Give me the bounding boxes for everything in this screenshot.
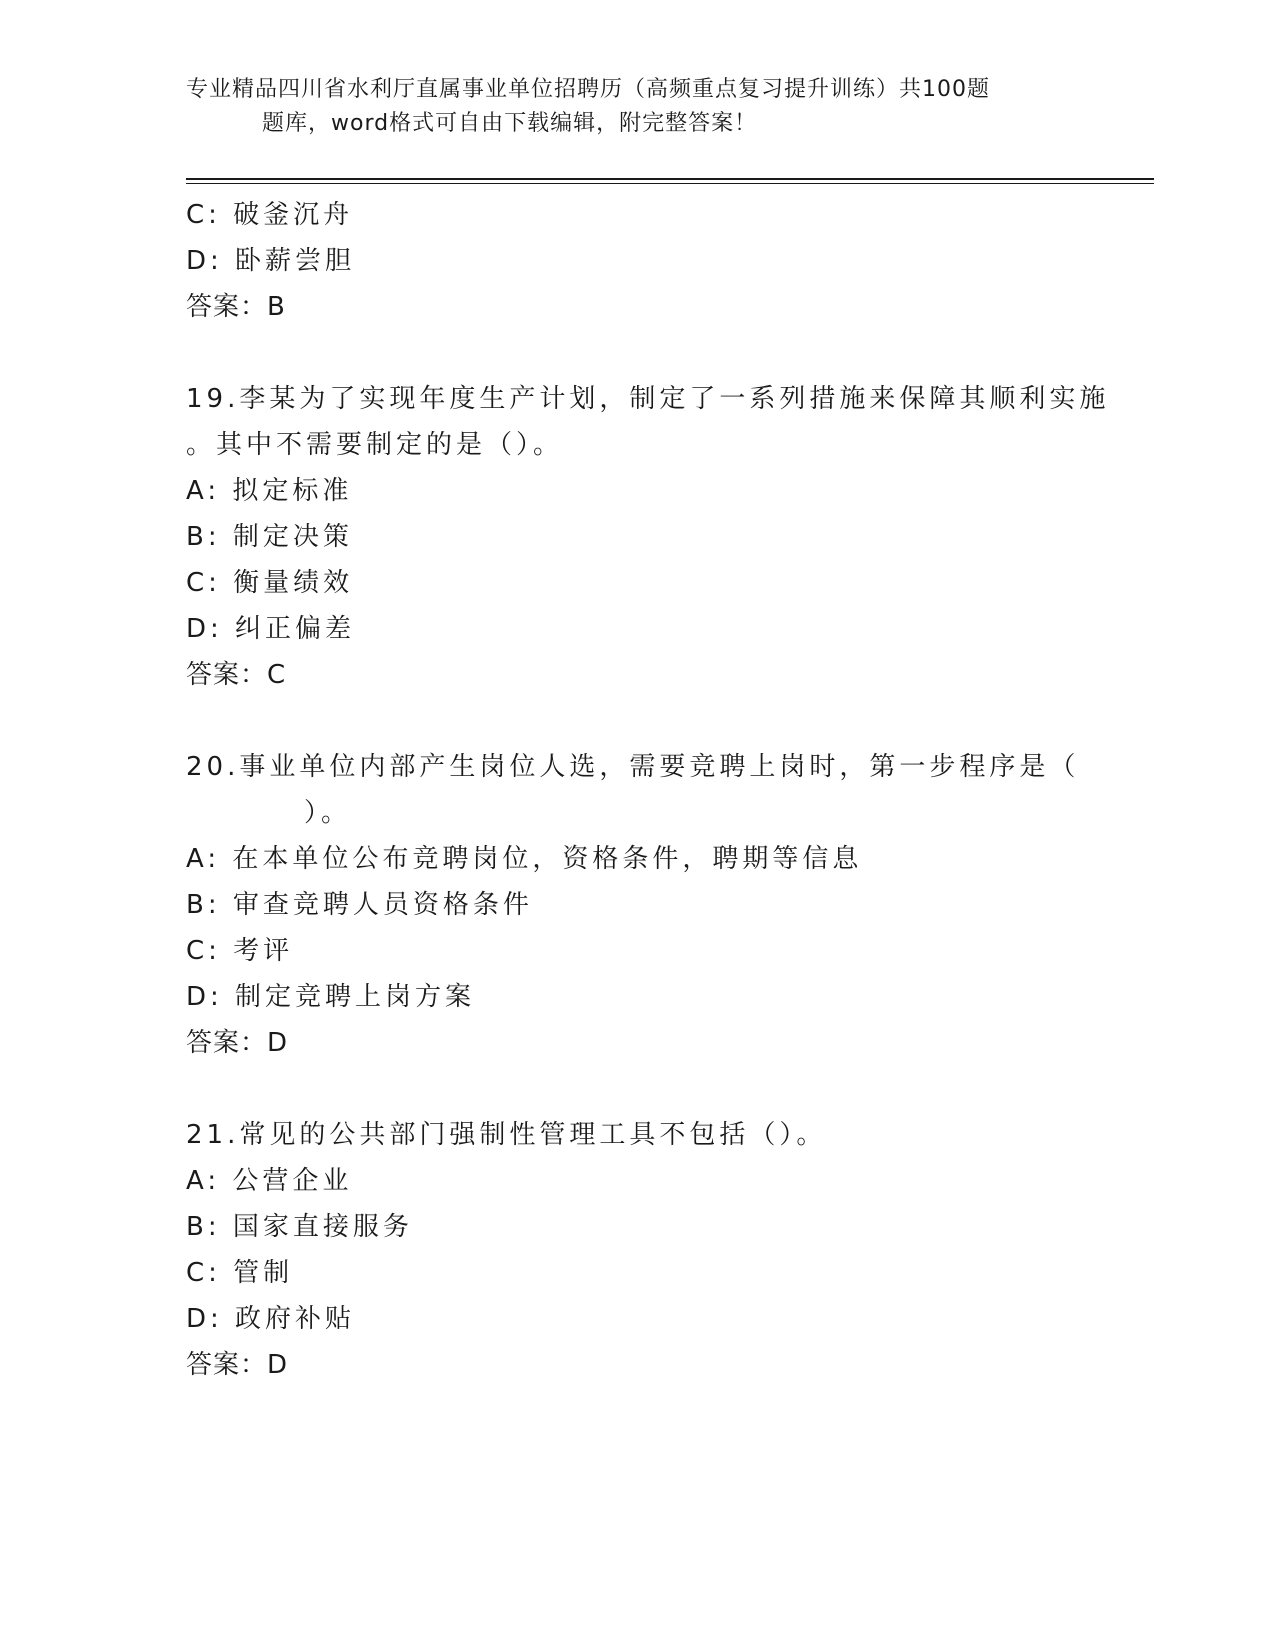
spacer — [186, 1066, 1136, 1112]
option-a: A: 拟定标准 — [186, 476, 353, 506]
page-header-line1: 专业精品四川省水利厅直属事业单位招聘历（高频重点复习提升训练）共100题 — [186, 77, 990, 102]
option-a: A: 公营企业 — [186, 1166, 353, 1196]
question-stem: 20.事业单位内部产生岗位人选，需要竞聘上岗时，第一步程序是（ — [186, 752, 1080, 782]
option-d: D: 政府补贴 — [186, 1304, 356, 1334]
question-list — [186, 192, 1136, 1388]
option-d: D: 纠正偏差 — [186, 614, 356, 644]
option-c: C: 衡量绩效 — [186, 568, 354, 598]
header-rule-thin — [186, 183, 1154, 184]
option-c: C: 破釜沉舟 — [186, 200, 354, 230]
spacer — [186, 330, 1136, 376]
question-18 — [186, 192, 1136, 330]
spacer — [186, 698, 1136, 744]
answer: 答案：D — [186, 1028, 289, 1058]
question-stem-continued: ）。 — [304, 798, 352, 828]
option-c: C: 考评 — [186, 936, 294, 966]
question-20 — [186, 744, 1136, 1066]
option-b: B: 制定决策 — [186, 522, 353, 552]
answer: 答案：C — [186, 660, 287, 690]
answer: 答案：B — [186, 292, 286, 322]
option-a: A: 在本单位公布竞聘岗位，资格条件，聘期等信息 — [186, 844, 863, 874]
page-header-line2: 题库，word格式可自由下载编辑，附完整答案！ — [262, 111, 758, 136]
question-stem: 21.常见的公共部门强制性管理工具不包括（）。 — [186, 1120, 827, 1150]
header-rule-thick — [186, 178, 1154, 180]
question-stem-continued: 。其中不需要制定的是（）。 — [186, 430, 564, 460]
option-d: D: 制定竞聘上岗方案 — [186, 982, 476, 1012]
option-b: B: 国家直接服务 — [186, 1212, 413, 1242]
option-c: C: 管制 — [186, 1258, 294, 1288]
answer: 答案：D — [186, 1350, 289, 1380]
question-stem: 19.李某为了实现年度生产计划，制定了一系列措施来保障其顺利实施 — [186, 384, 1110, 414]
option-b: B: 审查竞聘人员资格条件 — [186, 890, 533, 920]
question-19 — [186, 376, 1136, 698]
question-21 — [186, 1112, 1136, 1388]
option-d: D: 卧薪尝胆 — [186, 246, 356, 276]
